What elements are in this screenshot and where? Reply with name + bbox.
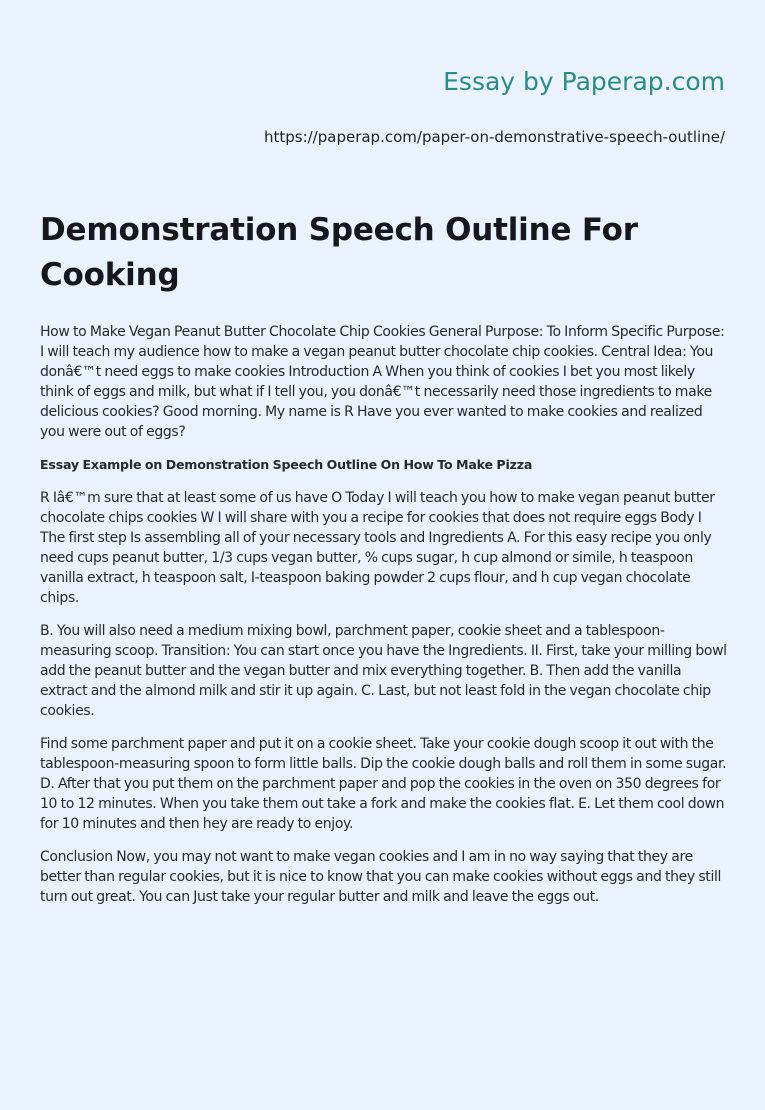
essay-subheading: Essay Example on Demonstration Speech Outline On How To Make Pizza [40, 457, 533, 472]
essay-paragraph-baking: Find some parchment paper and put it on a cookie sheet. Take your cookie dough scoop it out with the tablespoon-measuring spoon to form little balls. Dip the cookie dough balls and roll them in some sugar. D. After that you put them on the parchment paper and pop the cookies in the oven on 350 degrees for 10 to 12 minutes. When you take them out take a fork and make the cookies flat. E. Let them cool down for 10 minutes and then hey are ready to enjoy. [40, 736, 727, 832]
essay-body [40, 322, 728, 920]
essay-paragraph-intro: How to Make Vegan Peanut Butter Chocolate Chip Cookies General Purpose: To Inform Specific Purpose: I will teach my audience how to make a vegan peanut butter chocolate chip cookies. Central Idea: You donâ€™t need eggs to make cookies Introduction A When you think of cookies I bet you most likely think of eggs and milk, but what if I tell you, you donâ€™t necessarily need those ingredients to make delicious cookies? Good morning. My name is R Have you ever wanted to make cookies and realized you were out of eggs? [40, 324, 725, 440]
source-url-link[interactable]: https://paperap.com/paper-on-demonstrative-speech-outline/ [263, 128, 725, 146]
essay-paragraph-tools: B. You will also need a medium mixing bowl, parchment paper, cookie sheet and a tablespoon-measuring scoop. Transition: You can start once you have the Ingredients. II. First, take your milling bowl add the peanut butter and the vegan butter and mix everything together. B. Then add the vanilla extract and the almond milk and stir it up again. C. Last, but not least fold in the vegan chocolate chip cookies. [40, 623, 727, 719]
page-title: Demonstration Speech Outline For Cooking [40, 212, 638, 293]
brand-link[interactable]: Essay by Paperap.com [443, 67, 725, 96]
essay-paragraph-ingredients: R Iâ€™m sure that at least some of us have O Today I will teach you how to make vegan peanut butter chocolate chips cookies W I will share with you a recipe for cookies that does not require eggs Body I The first step Is assembling all of your necessary tools and Ingredients A. For this easy recipe you only need cups peanut butter, 1/3 cups vegan butter, % cups sugar, h cup almond or simile, h teaspoon vanilla extract, h teaspoon salt, I-teaspoon baking powder 2 cups flour, and h cup vegan chocolate chips. [40, 490, 715, 606]
essay-paragraph-conclusion: Conclusion Now, you may not want to make vegan cookies and I am in no way saying that they are better than regular cookies, but it is nice to know that you can make cookies without eggs and they still turn out great. You can Just take your regular butter and milk and leave the eggs out. [40, 849, 722, 905]
